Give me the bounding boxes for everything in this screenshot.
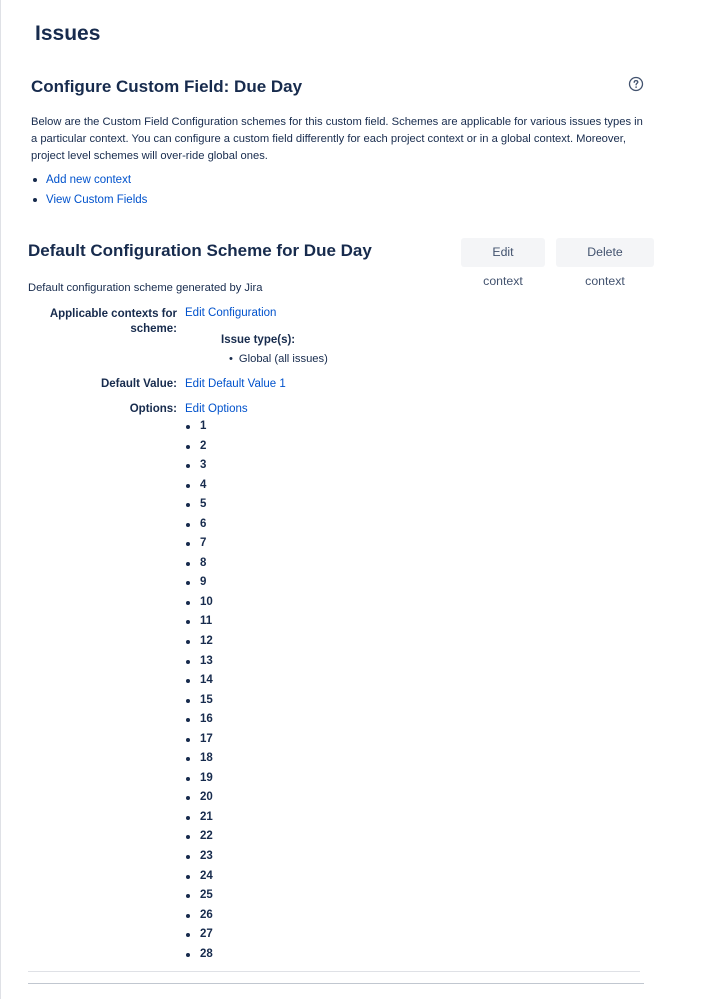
section-divider [28, 983, 644, 984]
option-item: 9 [185, 574, 213, 594]
option-item: 19 [185, 770, 213, 790]
option-item: 16 [185, 711, 213, 731]
option-item: 12 [185, 633, 213, 653]
page-title: Issues [35, 22, 101, 45]
edit-options-link[interactable]: Edit Options [185, 403, 248, 415]
add-new-context-item [31, 171, 147, 191]
option-item: 4 [185, 477, 213, 497]
issue-types-label: Issue type(s): [221, 334, 296, 346]
option-item: 27 [185, 926, 213, 946]
action-links [31, 171, 147, 211]
section-divider [28, 971, 640, 972]
option-item: 26 [185, 907, 213, 927]
scheme-title: Default Configuration Scheme for Due Day [28, 241, 372, 260]
view-custom-fields-item [31, 191, 147, 211]
edit-default-value-link[interactable]: Edit Default Value 1 [185, 378, 286, 390]
option-item: 22 [185, 828, 213, 848]
option-item: 3 [185, 457, 213, 477]
default-value-label: Default Value: [100, 378, 177, 390]
option-item: 18 [185, 750, 213, 770]
option-item: 23 [185, 848, 213, 868]
option-item: 7 [185, 535, 213, 555]
scheme-description: Default configuration scheme generated by Jira [28, 282, 263, 294]
option-item: 1 [185, 418, 213, 438]
applicable-contexts-label: Applicable contexts for scheme: [49, 308, 177, 335]
option-item: 17 [185, 731, 213, 751]
edit-configuration-link[interactable]: Edit Configuration [185, 307, 277, 319]
option-item: 14 [185, 672, 213, 692]
option-item: 13 [185, 653, 213, 673]
help-circle-icon[interactable] [628, 76, 644, 92]
option-item: 11 [185, 613, 213, 633]
section-description: Below are the Custom Field Configuration schemes for this custom field. Schemes are applicable for various issues types in a particular context. You can configure a custom field differently for each project context or in a global context. Moreover, project level schemes will over-ride global ones. [31, 116, 643, 162]
options-label: Options: [129, 403, 177, 415]
page-left-border [0, 0, 1, 999]
option-item: 2 [185, 438, 213, 458]
option-item: 5 [185, 496, 213, 516]
option-item: 6 [185, 516, 213, 536]
option-item: 10 [185, 594, 213, 614]
option-item: 28 [185, 946, 213, 966]
option-item: 21 [185, 809, 213, 829]
delete-context-button[interactable]: Delete context [556, 238, 654, 267]
options-list [185, 418, 213, 965]
section-title: Configure Custom Field: Due Day [31, 77, 303, 96]
option-item: 20 [185, 789, 213, 809]
edit-context-button[interactable]: Edit context [461, 238, 545, 267]
option-item: 8 [185, 555, 213, 575]
add-new-context-link[interactable]: Add new context [46, 174, 132, 186]
view-custom-fields-link[interactable]: View Custom Fields [46, 194, 148, 206]
option-item: 15 [185, 692, 213, 712]
issue-type-item: • Global (all issues) [229, 353, 328, 365]
option-item: 25 [185, 887, 213, 907]
option-item: 24 [185, 868, 213, 888]
